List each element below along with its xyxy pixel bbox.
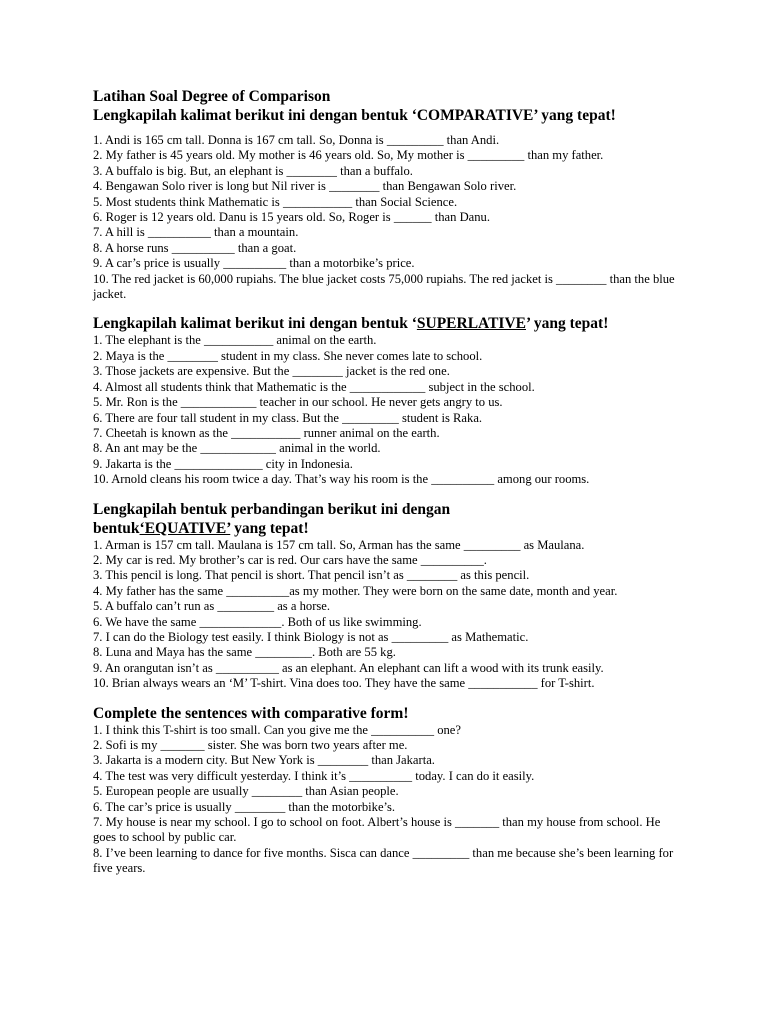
list-item: 5. A buffalo can’t run as _________ as a horse.	[93, 599, 331, 614]
list-item: 1. The elephant is the ___________ animal on the earth.	[93, 333, 377, 348]
list-item: 6. We have the same _____________. Both of us like swimming.	[93, 614, 422, 629]
superlative-heading-pre: Lengkapilah kalimat berikut ini dengan bentuk ‘	[93, 315, 417, 333]
list-item: 3. This pencil is long. That pencil is short. That pencil isn’t as ________ as this pencil.	[93, 568, 530, 583]
list-item: 5. Mr. Ron is the ____________ teacher in our school. He never gets angry to us.	[93, 395, 503, 410]
superlative-heading	[93, 314, 678, 333]
complete-sentences-heading: Complete the sentences with comparative form!	[93, 704, 409, 722]
list-item: 2. Maya is the ________ student in my class. She never comes late to school.	[93, 348, 483, 363]
list-item: 4. Almost all students think that Mathematic is the ____________ subject in the school.	[93, 379, 535, 394]
list-item: 2. Sofi is my _______ sister. She was born two years after me.	[93, 738, 408, 752]
list-item: 2. My car is red. My brother’s car is red. Our cars have the same __________.	[93, 552, 487, 567]
list-item: 9. A car’s price is usually __________ than a motorbike’s price.	[93, 256, 415, 271]
list-item: 10. The red jacket is 60,000 rupiahs. The blue jacket costs 75,000 rupiahs. The red jacket is ________ than the blue jacket.	[93, 271, 675, 302]
list-item: 10. Brian always wears an ‘M’ T-shirt. Vina does too. They have the same ___________ for T-shirt.	[93, 676, 595, 691]
list-item: 1. Arman is 157 cm tall. Maulana is 157 cm tall. So, Arman has the same _________ as Maulana.	[93, 537, 585, 552]
list-item: 4. Bengawan Solo river is long but Nil river is ________ than Bengawan Solo river.	[93, 179, 517, 194]
list-item: 2. My father is 45 years old. My mother is 46 years old. So, My mother is _________ than my father.	[93, 148, 604, 163]
equative-heading-line2	[93, 519, 678, 538]
page-title: Latihan Soal Degree of Comparison	[93, 88, 331, 105]
list-item: 10. Arnold cleans his room twice a day. That’s way his room is the __________ among our rooms.	[93, 472, 590, 487]
list-item: 7. I can do the Biology test easily. I think Biology is not as _________ as Mathematic.	[93, 629, 529, 644]
equative-heading-post: yang tepat!	[230, 519, 309, 537]
list-item: 3. Jakarta is a modern city. But New York is ________ than Jakarta.	[93, 753, 435, 768]
equative-list	[93, 538, 678, 692]
list-item: 6. Roger is 12 years old. Danu is 15 years old. So, Roger is ______ than Danu.	[93, 210, 491, 225]
worksheet-title	[93, 87, 678, 125]
list-item: 8. A horse runs __________ than a goat.	[93, 240, 297, 255]
list-item: 7. A hill is __________ than a mountain.	[93, 225, 299, 240]
comparative-heading: Lengkapilah kalimat berikut ini dengan bentuk ‘COMPARATIVE’ yang tepat!	[93, 107, 616, 124]
complete-sentences-list	[93, 723, 678, 877]
superlative-list	[93, 333, 678, 487]
list-item: 6. There are four tall student in my class. But the _________ student is Raka.	[93, 410, 483, 425]
list-item: 5. European people are usually ________ than Asian people.	[93, 784, 399, 799]
superlative-heading-post: ’ yang tepat!	[525, 315, 609, 333]
list-item: 8. An ant may be the ____________ animal in the world.	[93, 441, 381, 456]
list-item: 1. I think this T-shirt is too small. Can you give me the __________ one?	[93, 722, 461, 737]
list-item: 9. An orangutan isn’t as __________ as an elephant. An elephant can lift a wood with its trunk easily.	[93, 660, 604, 675]
list-item: 4. My father has the same __________as my mother. They were born on the same date, month and year.	[93, 583, 618, 598]
list-item: 8. I’ve been learning to dance for five months. Sisca can dance _________ than me because she’s been learning for five years.	[93, 845, 674, 876]
equative-heading-pre: bentuk	[93, 519, 140, 537]
comparative-list	[93, 133, 678, 302]
list-item: 1. Andi is 165 cm tall. Donna is 167 cm tall. So, Donna is _________ than Andi.	[93, 133, 500, 147]
list-item: 8. Luna and Maya has the same _________. Both are 55 kg.	[93, 645, 396, 660]
document-page	[93, 87, 678, 877]
list-item: 9. Jakarta is the ______________ city in Indonesia.	[93, 456, 353, 471]
superlative-keyword: SUPERLATIVE	[416, 315, 526, 333]
list-item: 3. Those jackets are expensive. But the ________ jacket is the red one.	[93, 364, 450, 379]
list-item: 6. The car’s price is usually ________ than the motorbike’s.	[93, 799, 396, 814]
equative-heading-line1: Lengkapilah bentuk perbandingan berikut ini dengan	[93, 500, 451, 518]
list-item: 4. The test was very difficult yesterday. I think it’s __________ today. I can do it easily.	[93, 768, 535, 783]
list-item: 3. A buffalo is big. But, an elephant is ________ than a buffalo.	[93, 163, 413, 178]
list-item: 5. Most students think Mathematic is ___________ than Social Science.	[93, 194, 458, 209]
list-item: 7. Cheetah is known as the ___________ runner animal on the earth.	[93, 425, 440, 440]
equative-heading	[93, 500, 678, 538]
list-item: 7. My house is near my school. I go to school on foot. Albert’s house is _______ than my house from school. He goes to school by public car.	[93, 815, 661, 845]
equative-keyword: ‘EQUATIVE’	[139, 519, 231, 537]
